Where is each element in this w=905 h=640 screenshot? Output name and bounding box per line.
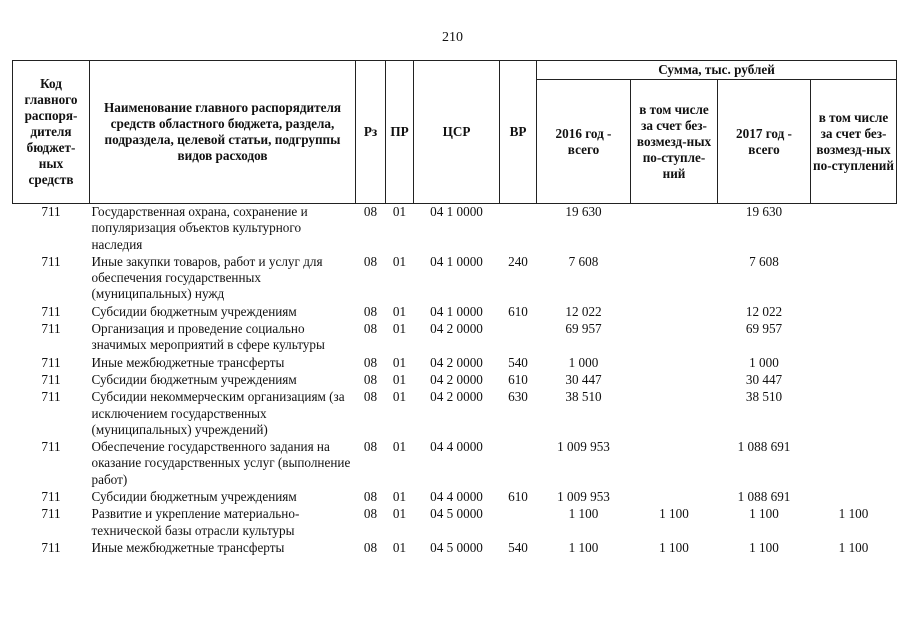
row-rz: 08 (363, 389, 378, 405)
row-2017-total: 1 100 (749, 506, 779, 522)
row-name: Иные межбюджетные трансферты (91, 539, 285, 555)
row-rz: 08 (363, 439, 378, 455)
row-2016-total: 69 957 (565, 321, 602, 337)
row-2016-free (631, 439, 718, 489)
row-pr: 01 (392, 539, 407, 555)
row-2016-total: 1 100 (568, 539, 599, 555)
row-pr: 01 (392, 489, 407, 505)
row-vr (500, 204, 537, 254)
row-2016-total: 1 000 (568, 354, 599, 370)
row-rz: 08 (363, 204, 378, 219)
row-rz: 08 (363, 321, 378, 337)
row-pr: 01 (392, 303, 407, 319)
row-2017-total: 38 510 (745, 389, 783, 405)
row-csr: 04 2 0000 (430, 371, 483, 387)
row-2016-total: 1 009 953 (557, 489, 610, 505)
row-pr: 01 (392, 253, 407, 269)
row-2016-free: 1 100 (659, 539, 689, 555)
row-pr: 01 (392, 371, 407, 387)
row-2016-free (631, 489, 718, 506)
row-2016-total: 30 447 (565, 371, 602, 387)
row-code: 711 (41, 371, 61, 387)
row-2016-free (631, 304, 718, 321)
row-2017-total: 69 957 (745, 321, 783, 337)
row-2017-free (811, 321, 897, 355)
row-name: Субсидии бюджетным учреждениям (91, 489, 297, 505)
budget-table (12, 60, 897, 557)
row-name: Иные межбюджетные трансферты (91, 354, 285, 370)
table-row (13, 389, 897, 439)
row-2017-free (811, 372, 897, 389)
table-row (13, 355, 897, 372)
row-pr: 01 (392, 354, 407, 370)
row-code: 711 (41, 253, 61, 269)
row-2017-total: 30 447 (745, 371, 783, 387)
row-2016-free: 1 100 (659, 506, 689, 522)
header-rz: Рз (356, 61, 386, 204)
row-vr: 240 (508, 253, 528, 269)
row-2017-total: 1 088 691 (737, 439, 791, 455)
header-2017-free: в том числе за счет без-возмезд-ных по-ступлений (811, 80, 897, 204)
row-vr: 540 (508, 539, 528, 555)
row-2017-free (811, 254, 897, 304)
row-2017-total: 1 100 (749, 539, 779, 555)
header-vr: ВР (500, 61, 537, 204)
table-row (13, 540, 897, 557)
row-2017-free (811, 204, 897, 254)
row-2016-total: 38 510 (565, 389, 602, 405)
header-pr: ПР (386, 61, 414, 204)
row-csr: 04 4 0000 (430, 439, 483, 455)
row-pr: 01 (392, 389, 407, 405)
row-pr: 01 (392, 321, 407, 337)
row-pr: 01 (392, 506, 407, 522)
row-2016-free (631, 321, 718, 355)
row-code: 711 (41, 321, 61, 337)
row-2016-free (631, 355, 718, 372)
row-2017-free (811, 389, 897, 439)
row-2017-free (811, 355, 897, 372)
table-row (13, 204, 897, 254)
row-code: 711 (41, 303, 61, 319)
row-code: 711 (41, 354, 61, 370)
row-csr: 04 2 0000 (430, 389, 483, 405)
row-2016-total: 7 608 (568, 253, 599, 269)
row-2017-total: 1 000 (749, 354, 779, 370)
row-name: Обеспечение государственного задания на оказание государственных услуг (выполнение работ) (91, 439, 351, 487)
row-code: 711 (41, 506, 61, 522)
row-vr (500, 506, 537, 540)
row-csr: 04 2 0000 (430, 321, 483, 337)
row-pr: 01 (392, 204, 407, 219)
table-row (13, 506, 897, 540)
table-row (13, 372, 897, 389)
row-vr: 610 (508, 489, 528, 505)
row-2016-total: 12 022 (565, 303, 602, 319)
row-code: 711 (41, 439, 61, 455)
row-rz: 08 (363, 371, 378, 387)
row-name: Иные закупки товаров, работ и услуг для обеспечения государственных (муниципальных) нужд (91, 253, 323, 302)
table-body (13, 204, 897, 558)
row-name: Развитие и укрепление материально-технической базы отрасли культуры (91, 506, 300, 538)
row-rz: 08 (363, 354, 378, 370)
header-code: Код главного распоря-дителя бюджет-ных средств (13, 61, 90, 204)
row-name: Государственная охрана, сохранение и популяризация объектов культурного наследия (91, 204, 308, 252)
row-csr: 04 5 0000 (430, 539, 483, 555)
row-code: 711 (41, 389, 61, 405)
row-csr: 04 1 0000 (430, 253, 483, 269)
header-2016-free: в том числе за счет без-возмезд-ных по-ступле-ний (631, 80, 718, 204)
header-csr: ЦСР (414, 61, 500, 204)
table-row (13, 254, 897, 304)
row-rz: 08 (363, 539, 378, 555)
row-rz: 08 (363, 489, 378, 505)
row-rz: 08 (363, 506, 378, 522)
header-name: Наименование главного распорядителя средств областного бюджета, раздела, подраздела, целевой статьи, подгруппы видов расходов (90, 61, 356, 204)
row-2016-free (631, 254, 718, 304)
row-name: Субсидии некоммерческим организациям (за исключением государственных (муниципальных) учреждений) (91, 389, 345, 437)
page-number: 210 (442, 30, 463, 45)
row-rz: 08 (363, 303, 378, 319)
row-2017-free (811, 439, 897, 489)
row-csr: 04 5 0000 (430, 506, 483, 522)
row-vr: 610 (508, 303, 528, 319)
row-2017-total: 7 608 (749, 253, 779, 269)
row-name: Организация и проведение социально значимых мероприятий в сфере культуры (91, 321, 325, 353)
row-2017-total: 12 022 (745, 303, 783, 319)
row-2016-free (631, 204, 718, 254)
row-2017-total: 19 630 (745, 204, 783, 219)
table-row (13, 321, 897, 355)
row-code: 711 (41, 204, 61, 219)
table-row (13, 439, 897, 489)
row-csr: 04 2 0000 (430, 354, 483, 370)
header-2016-total: 2016 год - всего (537, 80, 631, 204)
row-vr: 540 (508, 354, 528, 370)
row-2017-free (811, 304, 897, 321)
row-vr: 610 (508, 371, 528, 387)
row-vr: 630 (508, 389, 528, 405)
row-2017-free: 1 100 (838, 539, 869, 555)
row-name: Субсидии бюджетным учреждениям (91, 303, 297, 319)
row-csr: 04 1 0000 (430, 204, 483, 219)
row-pr: 01 (392, 439, 407, 455)
row-vr (500, 439, 537, 489)
row-csr: 04 1 0000 (430, 303, 483, 319)
row-rz: 08 (363, 253, 378, 269)
row-code: 711 (41, 539, 61, 555)
table-header (13, 61, 897, 204)
row-code: 711 (41, 489, 61, 505)
header-2017-total: 2017 год - всего (718, 80, 811, 204)
row-2016-total: 1 100 (568, 506, 599, 522)
row-2016-free (631, 372, 718, 389)
header-sum-group: Сумма, тыс. рублей (537, 61, 897, 80)
row-vr (500, 321, 537, 355)
row-2017-free: 1 100 (838, 506, 869, 522)
row-2017-free (811, 489, 897, 506)
row-2016-total: 19 630 (565, 204, 602, 219)
row-csr: 04 4 0000 (430, 489, 483, 505)
row-2016-total: 1 009 953 (557, 439, 610, 455)
row-2017-total: 1 088 691 (737, 489, 791, 505)
row-name: Субсидии бюджетным учреждениям (91, 371, 297, 387)
row-2016-free (631, 389, 718, 439)
table-row (13, 489, 897, 506)
table-row (13, 304, 897, 321)
